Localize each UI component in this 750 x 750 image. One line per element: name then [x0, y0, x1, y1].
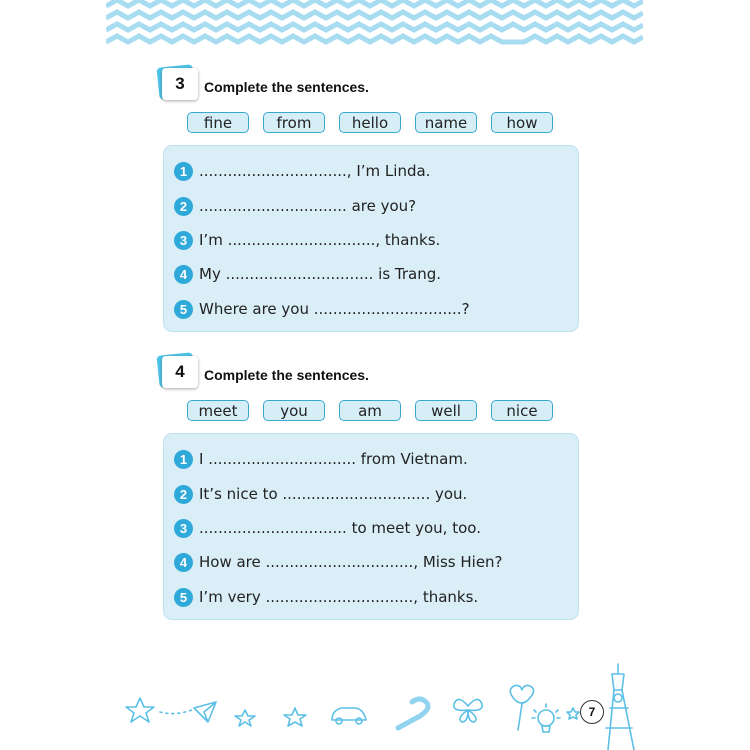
sentence-row [174, 229, 440, 251]
paper-plane-icon [194, 702, 216, 722]
star-icon [284, 708, 306, 726]
sentence-text: ............................... are you? [199, 197, 417, 215]
sentence-number: 1 [174, 162, 193, 181]
sentence-row [174, 263, 441, 285]
sentence-number: 5 [174, 588, 193, 607]
sentence-row [174, 517, 481, 539]
star-icon [567, 708, 579, 719]
sentence-text: Where are you ...............................? [199, 300, 470, 318]
sentence-row [174, 298, 470, 320]
butterfly-icon [454, 699, 482, 722]
zigzag-header-decoration [106, 0, 643, 48]
word-chip: hello [339, 112, 401, 133]
tower-icon [606, 664, 634, 750]
sentence-number: 5 [174, 300, 193, 319]
sentence-number: 1 [174, 450, 193, 469]
sentence-text: ............................... to meet you, too. [199, 519, 481, 537]
sentence-number: 4 [174, 265, 193, 284]
word-chip: from [263, 112, 325, 133]
word-chip: am [339, 400, 401, 421]
exercise-4-title: Complete the sentences. [204, 367, 369, 383]
car-icon [332, 708, 366, 724]
word-chip: name [415, 112, 477, 133]
sentence-text: ..............................., I’m Linda. [199, 162, 431, 180]
footer-doodles [120, 650, 640, 750]
exercise-number: 3 [162, 68, 198, 100]
dotted-trail [160, 710, 192, 714]
sentence-number: 3 [174, 519, 193, 538]
word-bank-4 [187, 400, 553, 421]
sentence-row [174, 195, 416, 217]
sentence-number: 3 [174, 231, 193, 250]
sentence-text: It’s nice to ............................... you. [199, 485, 468, 503]
word-chip: meet [187, 400, 249, 421]
page-number: 7 [580, 700, 604, 724]
sentence-row [174, 586, 478, 608]
star-icon [126, 698, 154, 722]
sentence-text: I’m very ..............................., thanks. [199, 588, 479, 606]
sentence-number: 4 [174, 553, 193, 572]
sentence-row [174, 483, 467, 505]
sentence-text: How are ..............................., Miss Hien? [199, 553, 503, 571]
exercise-3-title: Complete the sentences. [204, 79, 369, 95]
sentence-number: 2 [174, 485, 193, 504]
word-chip: nice [491, 400, 553, 421]
lollipop-icon [510, 686, 533, 731]
exercise-4-sentences-panel [163, 433, 579, 620]
word-chip: fine [187, 112, 249, 133]
sentence-row [174, 448, 468, 470]
sentence-text: I ............................... from Vietnam. [199, 450, 468, 468]
sentence-row [174, 160, 430, 182]
star-icon [235, 710, 255, 726]
word-chip: how [491, 112, 553, 133]
sentence-text: I’m ..............................., thanks. [199, 231, 441, 249]
word-bank-3 [187, 112, 553, 133]
sentence-text: My ............................... is Trang. [199, 265, 442, 283]
exercise-3-sentences-panel [163, 145, 579, 332]
lightbulb-icon [532, 704, 560, 732]
word-chip: you [263, 400, 325, 421]
sentence-number: 2 [174, 197, 193, 216]
exercise-number: 4 [162, 356, 198, 388]
sentence-row [174, 551, 503, 573]
candy-cane-icon [398, 699, 428, 728]
word-chip: well [415, 400, 477, 421]
